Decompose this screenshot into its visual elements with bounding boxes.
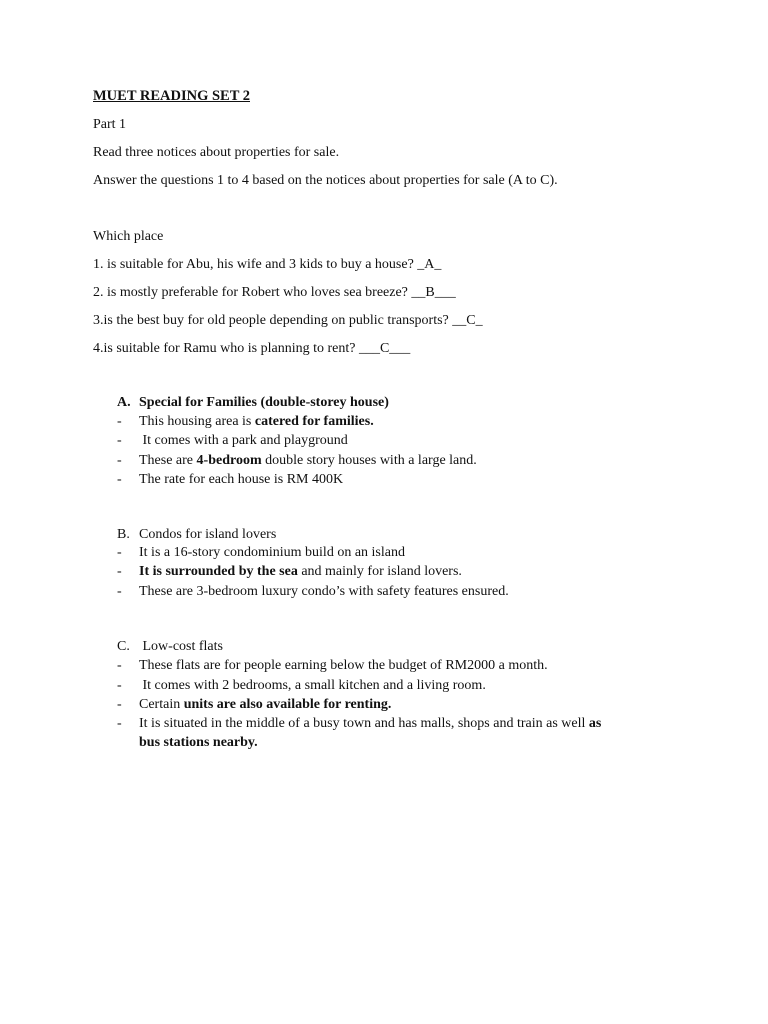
bullet-text: These flats are for people earning below the budget of RM2000 a month. (139, 658, 548, 673)
bullet-dash: - (117, 472, 122, 487)
notice-a-bullet-3 (117, 452, 477, 470)
bullet-text-bold: units are also available for renting. (183, 697, 392, 712)
notice-c-bullet-1 (117, 657, 548, 675)
notice-c-bullet-4 (117, 715, 601, 733)
bullet-text: Certain (139, 697, 184, 712)
bullet-dash: - (117, 658, 122, 673)
bullet-text: It is situated in the middle of a busy town and has malls, shops and train as well (139, 716, 589, 731)
bullet-text: This housing area is (139, 414, 255, 429)
question-1: 1. is suitable for Abu, his wife and 3 kids to buy a house? _A_ (93, 257, 442, 272)
bullet-text: It is a 16-story condominium build on an island (139, 545, 405, 560)
question-3: 3.is the best buy for old people depending on public transports? __C_ (93, 313, 483, 328)
bullet-dash: - (117, 564, 122, 579)
bullet-dash: - (117, 545, 122, 560)
bullet-dash: - (117, 678, 122, 693)
bullet-text-bold: It is surrounded by the sea (139, 564, 298, 579)
bullet-text: double story houses with a large land. (261, 453, 477, 468)
question-4: 4.is suitable for Ramu who is planning to rent? ___C___ (93, 341, 411, 356)
bullet-text-bold: as (588, 716, 602, 731)
notice-a-title: Special for Families (double-storey house) (139, 395, 389, 410)
notice-c-heading (117, 638, 223, 656)
notice-c-bullet-4-continuation (139, 734, 258, 752)
bullet-dash: - (117, 433, 122, 448)
notice-b-letter: B. (117, 527, 130, 542)
bullet-text: It comes with 2 bedrooms, a small kitchen and a living room. (139, 678, 486, 693)
notice-b-bullet-3 (117, 583, 509, 601)
intro-line-2: Answer the questions 1 to 4 based on the notices about properties for sale (A to C). (93, 173, 558, 188)
question-2: 2. is mostly preferable for Robert who loves sea breeze? __B___ (93, 285, 456, 300)
notice-a-letter: A. (117, 395, 131, 410)
notice-b-heading (117, 526, 276, 544)
bullet-dash: - (117, 453, 122, 468)
bullet-dash: - (117, 697, 122, 712)
document-title: MUET READING SET 2 (93, 88, 250, 104)
notice-c-letter: C. (117, 639, 130, 654)
bullet-text: These are (139, 453, 197, 468)
bullet-dash: - (117, 414, 122, 429)
bullet-text: and mainly for island lovers. (297, 564, 462, 579)
notice-b-bullet-1 (117, 544, 405, 562)
notice-c-title: Low-cost flats (139, 639, 223, 654)
notice-b-title: Condos for island lovers (139, 527, 277, 542)
notice-c-bullet-2 (117, 677, 486, 695)
bullet-text: The rate for each house is RM 400K (139, 472, 344, 487)
bullet-text: It comes with a park and playground (139, 433, 348, 448)
notice-c-bullet-3 (117, 696, 391, 714)
notice-a-bullet-2 (117, 432, 348, 450)
bullet-text-bold: catered for families. (254, 414, 374, 429)
bullet-text-bold: bus stations nearby. (139, 735, 258, 750)
which-place-label: Which place (93, 229, 164, 244)
bullet-dash: - (117, 716, 122, 731)
part-label: Part 1 (93, 117, 127, 132)
bullet-dash: - (117, 584, 122, 599)
notice-b-bullet-2 (117, 563, 462, 581)
notice-a-bullet-4 (117, 471, 343, 489)
bullet-text-bold: 4-bedroom (196, 453, 262, 468)
notice-a-bullet-1 (117, 413, 374, 431)
notice-a-heading (117, 394, 389, 412)
intro-line-1: Read three notices about properties for sale. (93, 145, 340, 160)
bullet-text: These are 3-bedroom luxury condo’s with safety features ensured. (139, 584, 509, 599)
